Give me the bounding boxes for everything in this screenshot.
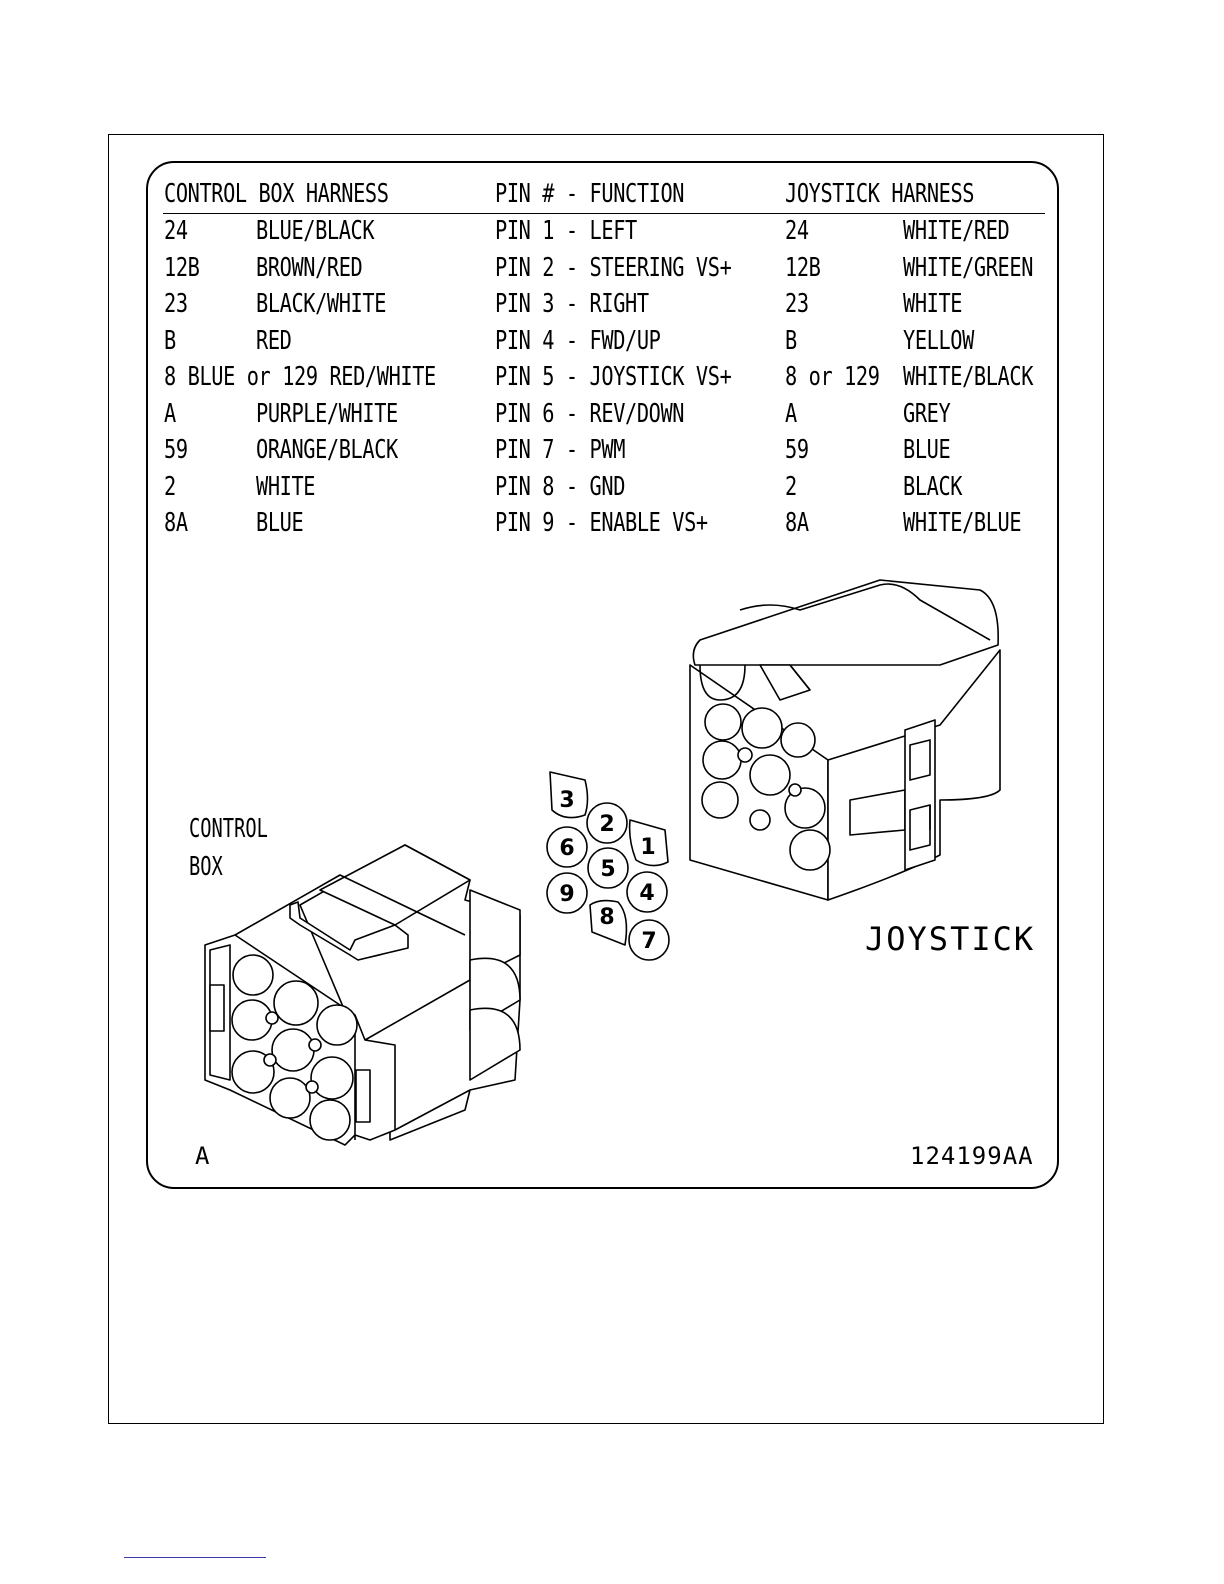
- js-color: WHITE/BLUE: [903, 508, 1022, 538]
- cb-color: BLUE/BLACK: [256, 216, 375, 246]
- pin-label-1: 1: [640, 835, 656, 860]
- pin-function: PIN 2 - STEERING VS+: [495, 253, 732, 283]
- js-wire: A: [785, 399, 797, 429]
- cb-wire: 59: [164, 435, 188, 465]
- cb-wire: 12B: [164, 253, 200, 283]
- cb-wire: 2: [164, 472, 176, 502]
- js-color: WHITE/BLACK: [903, 362, 1034, 392]
- header-joystick-harness: JOYSTICK HARNESS: [785, 179, 975, 209]
- pin-label-7: 7: [641, 929, 657, 954]
- cb-wire: 8 BLUE or 129 RED/WHITE: [164, 362, 436, 392]
- js-wire: 23: [785, 289, 809, 319]
- cb-color: RED: [256, 326, 292, 356]
- pin-function: PIN 3 - RIGHT: [495, 289, 649, 319]
- cb-color: ORANGE/BLACK: [256, 435, 398, 465]
- js-color: YELLOW: [903, 326, 974, 356]
- cb-color: WHITE: [256, 472, 316, 502]
- js-wire: 12B: [785, 253, 821, 283]
- js-wire: 8A: [785, 508, 809, 538]
- js-wire: 59: [785, 435, 809, 465]
- cb-color: BROWN/RED: [256, 253, 363, 283]
- js-color: BLACK: [903, 472, 963, 502]
- js-color: WHITE/GREEN: [903, 253, 1034, 283]
- joystick-connector-drawing: [690, 580, 1000, 900]
- pin-label-4: 4: [639, 881, 655, 906]
- js-color: WHITE/RED: [903, 216, 1010, 246]
- cb-wire: 23: [164, 289, 188, 319]
- js-color: GREY: [903, 399, 951, 429]
- cb-color: PURPLE/WHITE: [256, 399, 398, 429]
- pin-function: PIN 6 - REV/DOWN: [495, 399, 685, 429]
- cb-wire: 24: [164, 216, 188, 246]
- header-control-box-harness: CONTROL BOX HARNESS: [164, 179, 389, 209]
- pin-label-6: 6: [559, 836, 575, 861]
- pin-function: PIN 8 - GND: [495, 472, 626, 502]
- js-wire: 24: [785, 216, 809, 246]
- control-box-connector-drawing: [205, 845, 520, 1145]
- js-color: WHITE: [903, 289, 963, 319]
- js-wire: 2: [785, 472, 797, 502]
- control-box-label-line2: BOX: [189, 852, 223, 882]
- pin-label-8: 8: [599, 905, 615, 930]
- js-wire: B: [785, 326, 797, 356]
- pin-function: PIN 1 - LEFT: [495, 216, 637, 246]
- pin-label-5: 5: [600, 857, 616, 882]
- view-letter: A: [195, 1142, 210, 1170]
- cb-wire: A: [164, 399, 176, 429]
- pin-label-2: 2: [599, 812, 615, 837]
- control-box-label-line1: CONTROL: [189, 814, 268, 844]
- pin-label-9: 9: [559, 882, 575, 907]
- header-pin-function: PIN # - FUNCTION: [495, 179, 685, 209]
- pin-function: PIN 5 - JOYSTICK VS+: [495, 362, 732, 392]
- pin-label-3: 3: [559, 788, 575, 813]
- cb-wire: 8A: [164, 508, 188, 538]
- cb-color: BLACK/WHITE: [256, 289, 387, 319]
- pin-function: PIN 4 - FWD/UP: [495, 326, 661, 356]
- pin-function: PIN 9 - ENABLE VS+: [495, 508, 708, 538]
- cb-color: BLUE: [256, 508, 304, 538]
- joystick-label: JOYSTICK: [865, 920, 1036, 958]
- pin-function: PIN 7 - PWM: [495, 435, 626, 465]
- footer-rule: [124, 1557, 266, 1558]
- cb-wire: B: [164, 326, 176, 356]
- js-color: BLUE: [903, 435, 951, 465]
- js-wire: 8 or 129: [785, 362, 880, 392]
- figure-id: 124199AA: [910, 1142, 1034, 1170]
